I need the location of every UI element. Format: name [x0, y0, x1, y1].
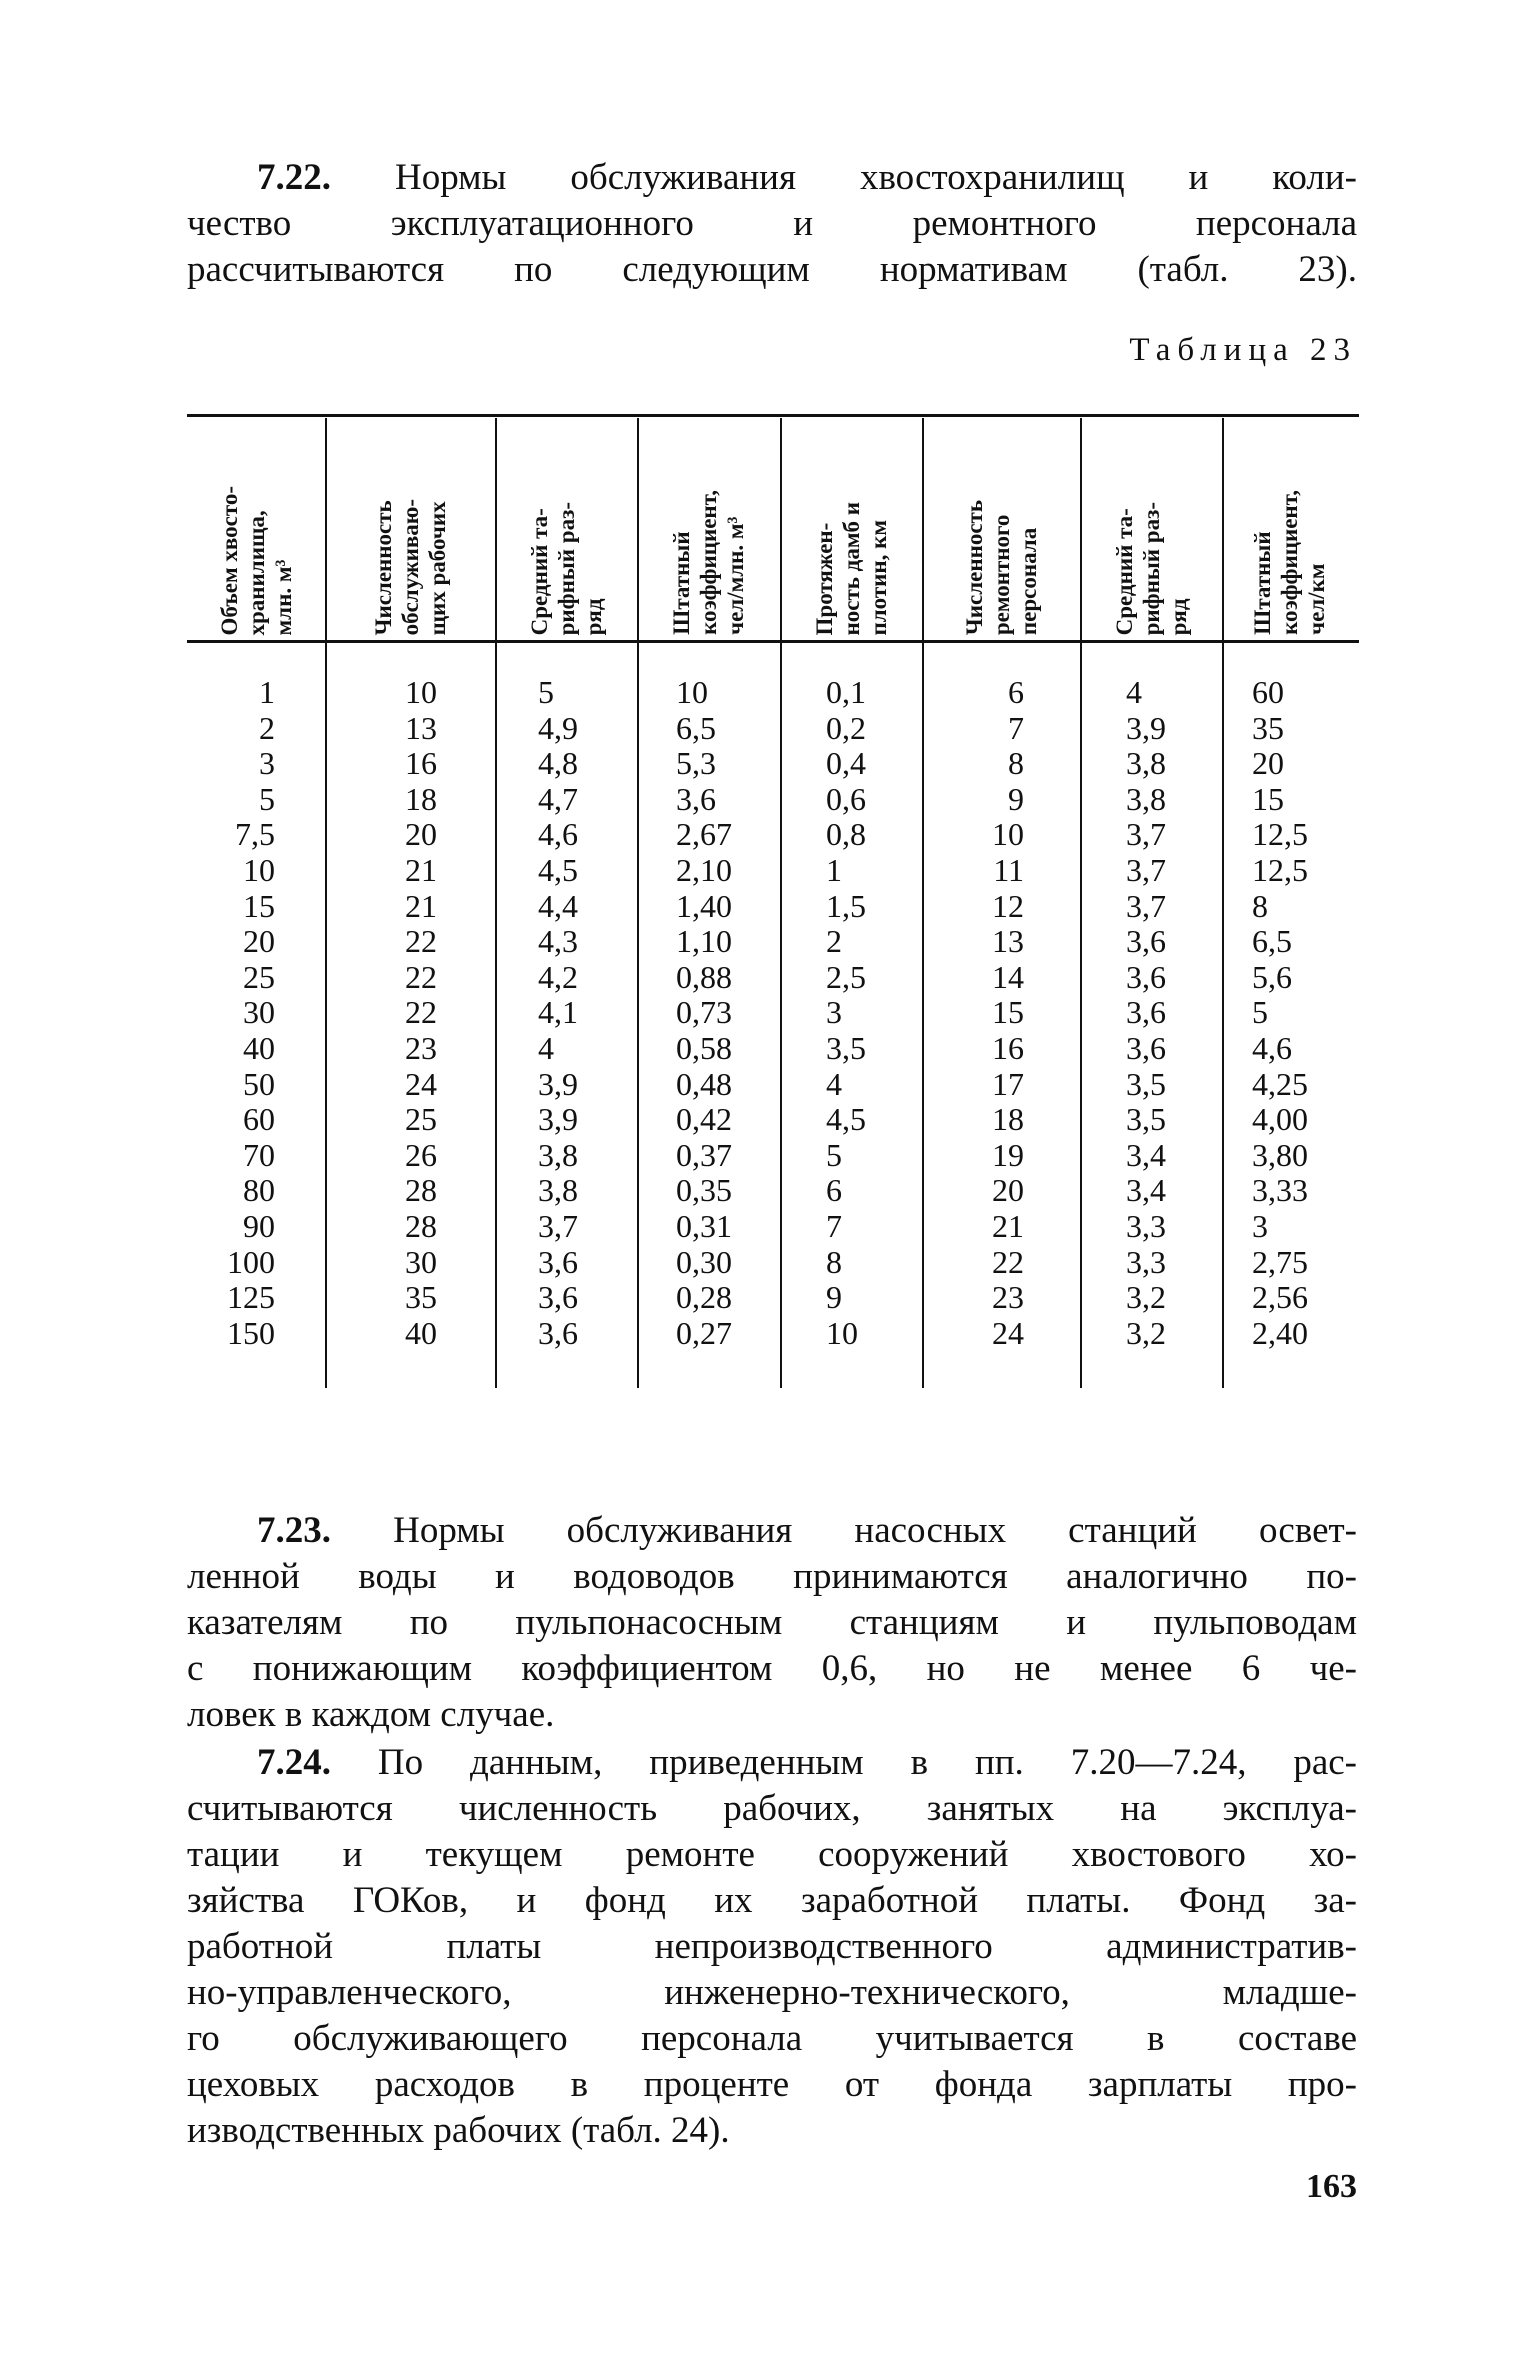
table-cell: 0,28	[676, 1279, 732, 1316]
paragraph-line: но-управленческого, инженерно-технического, младше-	[187, 1972, 1357, 2013]
table-cell: 5	[538, 674, 554, 710]
header-line: хранилища,	[243, 509, 269, 635]
table-cell: 6,5	[1252, 923, 1292, 960]
column-header	[922, 425, 1080, 635]
table-cell: 4,00	[1252, 1101, 1308, 1138]
table-cell: 8	[826, 1243, 842, 1280]
table-cell: 5,6	[1252, 958, 1292, 995]
table-cell: 80	[243, 1172, 275, 1209]
table-cell: 0,4	[826, 745, 866, 782]
paragraph-line: работной платы непроизводственного административ-	[187, 1926, 1357, 1967]
table-cell: 5	[826, 1136, 842, 1173]
table-cell: 1,5	[826, 887, 866, 924]
column-header	[780, 425, 922, 635]
table-column	[1126, 675, 1166, 1351]
paragraph-line: изводственных рабочих (табл. 24).	[187, 2110, 730, 2151]
table-cell: 3,5	[1126, 1101, 1166, 1138]
table-cell: 3,6	[676, 780, 716, 817]
table-cell: 60	[1252, 674, 1284, 710]
table-cell: 23	[992, 1279, 1024, 1316]
table-cell: 2	[259, 709, 275, 746]
table-cell: 3,7	[1126, 887, 1166, 924]
header-line: ряд	[1165, 598, 1191, 635]
table-cell: 3,2	[1126, 1279, 1166, 1316]
header-line: ремонтного	[988, 514, 1014, 635]
table-cell: 13	[405, 709, 437, 746]
table-cell: 24	[992, 1314, 1024, 1351]
table-column	[992, 675, 1024, 1351]
table-cell: 20	[992, 1172, 1024, 1209]
table-cell: 2,67	[676, 816, 732, 853]
section-number: 7.24.	[257, 1742, 331, 1783]
paragraph-line: рассчитываются по следующим нормативам (табл. 23).	[187, 249, 1357, 290]
column-header-text	[526, 502, 607, 635]
table-cell: 12	[992, 887, 1024, 924]
table-cell: 10	[992, 816, 1024, 853]
table-cell: 13	[992, 923, 1024, 960]
table-cell: 10	[676, 674, 708, 710]
table-cell: 3,2	[1126, 1314, 1166, 1351]
header-line: Численность	[370, 499, 396, 635]
table-column	[1252, 675, 1308, 1351]
table-cell: 3,8	[538, 1136, 578, 1173]
column-header-text	[370, 499, 451, 635]
table-cell: 0,30	[676, 1243, 732, 1280]
table-cell: 3,80	[1252, 1136, 1308, 1173]
table-cell: 10	[243, 851, 275, 888]
table-cell: 28	[405, 1207, 437, 1244]
table-cell: 20	[405, 816, 437, 853]
table-cell: 11	[993, 851, 1024, 888]
table-cell: 10	[826, 1314, 858, 1351]
table-cell: 25	[405, 1101, 437, 1138]
table-cell: 4,6	[1252, 1029, 1292, 1066]
paragraph-line: цеховых расходов в проценте от фонда зарплаты про-	[187, 2064, 1357, 2105]
header-line: Штатный	[669, 531, 694, 635]
paragraph-7-22	[187, 155, 1357, 293]
table-cell: 6,5	[676, 709, 716, 746]
table-cell: 15	[1252, 780, 1284, 817]
table-cell: 7,5	[235, 816, 275, 853]
table-cell: 0,58	[676, 1029, 732, 1066]
column-header-text	[1249, 490, 1330, 635]
paragraph-7-23	[187, 1508, 1357, 1738]
paragraph-line: 7.22. Нормы обслуживания хвостохранилищ и коли-	[257, 157, 1357, 198]
header-line: рифный раз-	[1138, 501, 1164, 635]
table-cell: 70	[243, 1136, 275, 1173]
column-header	[637, 425, 780, 635]
table-cell: 3,7	[1126, 851, 1166, 888]
table-cell: 16	[405, 745, 437, 782]
table-cell: 4,8	[538, 745, 578, 782]
table-cell: 4,9	[538, 709, 578, 746]
table-cell: 3,7	[1126, 816, 1166, 853]
table-cell: 4	[1126, 674, 1142, 710]
header-line: ряд	[580, 598, 606, 635]
table-cell: 2,40	[1252, 1314, 1308, 1351]
table-column	[227, 675, 275, 1351]
header-line: ность дамб и	[838, 501, 864, 635]
table-cell: 3,9	[538, 1101, 578, 1138]
table-cell: 8	[1252, 887, 1268, 924]
table-cell: 22	[405, 958, 437, 995]
header-line: млн. м³	[270, 559, 296, 635]
column-header-text	[668, 490, 749, 635]
table-cell: 3,6	[1126, 994, 1166, 1031]
table-cell: 150	[227, 1314, 275, 1351]
header-line: коэффициент,	[696, 490, 721, 635]
table-cell: 26	[405, 1136, 437, 1173]
table-header-rule	[187, 640, 1359, 643]
header-line: Средний та-	[1111, 507, 1137, 635]
table-cell: 3,5	[1126, 1065, 1166, 1102]
column-header-text	[216, 486, 297, 635]
table-cell: 3,3	[1126, 1207, 1166, 1244]
table-cell: 3,8	[1126, 780, 1166, 817]
table-cell: 5,3	[676, 745, 716, 782]
table-cell: 3,4	[1126, 1136, 1166, 1173]
table-cell: 23	[405, 1029, 437, 1066]
table-cell: 60	[243, 1101, 275, 1138]
paragraph-line: чество эксплуатационного и ремонтного персонала	[187, 203, 1357, 244]
table-cell: 1	[259, 674, 275, 710]
table-column	[405, 675, 437, 1351]
header-line: Средний та-	[526, 507, 552, 635]
column-header	[1222, 425, 1357, 635]
table-cell: 20	[1252, 745, 1284, 782]
table-cell: 15	[243, 887, 275, 924]
table-cell: 2,5	[826, 958, 866, 995]
table-cell: 3,6	[538, 1243, 578, 1280]
table-cell: 4	[538, 1029, 554, 1066]
table-cell: 5	[259, 780, 275, 817]
paragraph-line: зяйства ГОКов, и фонд их заработной платы. Фонд за-	[187, 1880, 1357, 1921]
column-header-text	[811, 502, 892, 635]
table-cell: 4,5	[826, 1101, 866, 1138]
table-cell: 10	[405, 674, 437, 710]
section-number: 7.23.	[257, 1510, 331, 1551]
table-cell: 6	[826, 1172, 842, 1209]
table-cell: 0,73	[676, 994, 732, 1031]
table-cell: 3,6	[1126, 1029, 1166, 1066]
header-line: рифный раз-	[553, 501, 579, 635]
table-cell: 0,37	[676, 1136, 732, 1173]
table-cell: 15	[992, 994, 1024, 1031]
table-cell: 20	[243, 923, 275, 960]
table-cell: 24	[405, 1065, 437, 1102]
header-line: щих рабочих	[424, 500, 450, 635]
table-cell: 21	[992, 1207, 1024, 1244]
table-cell: 17	[992, 1065, 1024, 1102]
header-line: чел/млн. м³	[723, 516, 748, 635]
table-cell: 30	[405, 1243, 437, 1280]
table-cell: 3,5	[826, 1029, 866, 1066]
table-cell: 3,7	[538, 1207, 578, 1244]
table-cell: 3	[259, 745, 275, 782]
header-line: обслуживаю-	[397, 498, 423, 635]
column-header	[325, 425, 495, 635]
table-cell: 1,10	[676, 923, 732, 960]
table-cell: 3,8	[1126, 745, 1166, 782]
page-number: 163	[1306, 2168, 1357, 2205]
table-cell: 4,25	[1252, 1065, 1308, 1102]
table-cell: 3,6	[538, 1314, 578, 1351]
table-cell: 2	[826, 923, 842, 960]
table-cell: 3,3	[1126, 1243, 1166, 1280]
header-line: персонала	[1015, 527, 1041, 635]
header-line: Протяжен-	[811, 522, 837, 635]
table-cell: 4,3	[538, 923, 578, 960]
table-cell: 2,10	[676, 851, 732, 888]
table-cell: 4	[826, 1065, 842, 1102]
table-cell: 4,1	[538, 994, 578, 1031]
table-cell: 50	[243, 1065, 275, 1102]
paragraph-line: ленной воды и водоводов принимаются аналогично по-	[187, 1556, 1357, 1597]
paragraph-line: считываются численность рабочих, занятых на эксплуа-	[187, 1788, 1357, 1829]
table-cell: 35	[1252, 709, 1284, 746]
table-cell: 0,48	[676, 1065, 732, 1102]
table-cell: 3,6	[538, 1279, 578, 1316]
paragraph-line: го обслуживающего персонала учитывается в составе	[187, 2018, 1357, 2059]
table-cell: 22	[405, 994, 437, 1031]
table-cell: 0,8	[826, 816, 866, 853]
paragraph-line: тации и текущем ремонте сооружений хвостового хо-	[187, 1834, 1357, 1875]
table-cell: 12,5	[1252, 851, 1308, 888]
paragraph-7-24	[187, 1740, 1357, 2154]
table-cell: 0,88	[676, 958, 732, 995]
paragraph-line: ловек в каждом случае.	[187, 1694, 555, 1735]
table-cell: 6	[1008, 674, 1024, 710]
paragraph-line: 7.23. Нормы обслуживания насосных станций освет-	[257, 1510, 1357, 1551]
table-cell: 3,4	[1126, 1172, 1166, 1209]
table-cell: 3,6	[1126, 958, 1166, 995]
table-cell: 1,40	[676, 887, 732, 924]
table-cell: 30	[243, 994, 275, 1031]
header-line: чел/км	[1304, 563, 1329, 635]
table-cell: 0,35	[676, 1172, 732, 1209]
table-cell: 9	[826, 1279, 842, 1316]
column-header	[495, 425, 637, 635]
column-header-text	[1111, 502, 1192, 635]
table-column	[826, 675, 866, 1351]
table-cell: 21	[405, 851, 437, 888]
column-header-text	[961, 500, 1042, 635]
table-cell: 0,42	[676, 1101, 732, 1138]
table-cell: 0,6	[826, 780, 866, 817]
table-cell: 14	[992, 958, 1024, 995]
table-cell: 3,9	[538, 1065, 578, 1102]
table-cell: 2,56	[1252, 1279, 1308, 1316]
table-cell: 90	[243, 1207, 275, 1244]
table-cell: 40	[243, 1029, 275, 1066]
table-cell: 3,9	[1126, 709, 1166, 746]
table-cell: 2,75	[1252, 1243, 1308, 1280]
table-cell: 3	[826, 994, 842, 1031]
table-cell: 28	[405, 1172, 437, 1209]
section-number: 7.22.	[257, 157, 331, 198]
paragraph-line: 7.24. По данным, приведенным в пп. 7.20—7.24, рас-	[257, 1742, 1358, 1783]
table-cell: 3	[1252, 1207, 1268, 1244]
table-cell: 0,31	[676, 1207, 732, 1244]
table-cell: 3,33	[1252, 1172, 1308, 1209]
paragraph-line: с понижающим коэффициентом 0,6, но не менее 6 че-	[187, 1648, 1357, 1689]
header-line: Объем хвосто-	[216, 485, 242, 635]
table-cell: 19	[992, 1136, 1024, 1173]
table-cell: 0,2	[826, 709, 866, 746]
table-cell: 4,4	[538, 887, 578, 924]
table-cell: 25	[243, 958, 275, 995]
table-cell: 9	[1008, 780, 1024, 817]
table-caption: Таблица 23	[1129, 332, 1357, 368]
column-header	[187, 425, 325, 635]
table-cell: 18	[992, 1101, 1024, 1138]
table-cell: 0,27	[676, 1314, 732, 1351]
header-line: Численность	[961, 499, 987, 635]
table-cell: 4,2	[538, 958, 578, 995]
table-cell: 35	[405, 1279, 437, 1316]
table-cell: 4,5	[538, 851, 578, 888]
table-column	[538, 675, 578, 1351]
header-line: плотин, км	[865, 519, 891, 635]
table-cell: 16	[992, 1029, 1024, 1066]
header-line: Штатный	[1250, 531, 1275, 635]
table-cell: 7	[826, 1207, 842, 1244]
table-cell: 22	[405, 923, 437, 960]
table-top-rule	[187, 414, 1359, 417]
table-cell: 3,6	[1126, 923, 1166, 960]
table-cell: 1	[826, 851, 842, 888]
header-line: коэффициент,	[1277, 490, 1302, 635]
paragraph-line: казателям по пульпонасосным станциям и пульповодам	[187, 1602, 1357, 1643]
table-cell: 3,8	[538, 1172, 578, 1209]
table-cell: 5	[1252, 994, 1268, 1031]
table-cell: 22	[992, 1243, 1024, 1280]
table-cell: 4,6	[538, 816, 578, 853]
table-cell: 8	[1008, 745, 1024, 782]
table-cell: 7	[1008, 709, 1024, 746]
table-cell: 100	[227, 1243, 275, 1280]
table-column	[676, 675, 732, 1351]
table-cell: 0,1	[826, 674, 866, 710]
table-cell: 125	[227, 1279, 275, 1316]
column-header	[1080, 425, 1222, 635]
table-cell: 40	[405, 1314, 437, 1351]
table-cell: 18	[405, 780, 437, 817]
table-cell: 12,5	[1252, 816, 1308, 853]
table-cell: 4,7	[538, 780, 578, 817]
table-cell: 21	[405, 887, 437, 924]
